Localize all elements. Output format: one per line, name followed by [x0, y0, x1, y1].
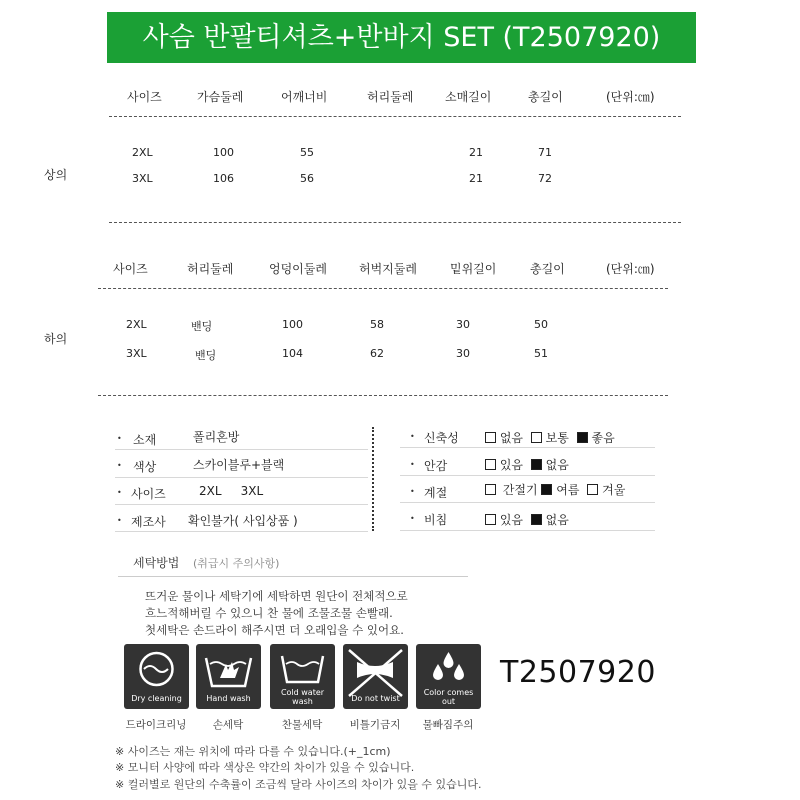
row-divider	[400, 530, 655, 531]
top-cell: 71	[538, 146, 552, 159]
icon-caption: Do not twist	[351, 694, 400, 703]
info-label-season: 계절	[424, 486, 448, 500]
icon-label: 비틀기금지	[349, 719, 401, 731]
top-cell: 72	[538, 172, 552, 185]
icon-caption: Cold water wash	[280, 688, 325, 706]
top-cell: 2XL	[132, 146, 153, 159]
bullet-icon: •	[117, 516, 122, 525]
page-title: 사슴 반팔티셔츠+반바지 SET (T2507920)	[142, 22, 661, 53]
top-cell: 55	[300, 146, 314, 159]
info-label-lining: 안감	[424, 459, 448, 473]
info-label-size: 사이즈	[131, 487, 166, 501]
bullet-icon: •	[410, 514, 415, 523]
do-not-twist-icon	[343, 644, 408, 709]
info-value-material: 폴리혼방	[193, 430, 240, 444]
sheer-options	[485, 511, 569, 528]
top-header-chest: 가슴둘레	[197, 90, 244, 104]
bullet-icon: •	[117, 434, 122, 443]
top-header-shoulder: 어깨너비	[281, 90, 328, 104]
bottom-header-thigh: 허벅지둘레	[359, 262, 417, 276]
info-label-sheer: 비침	[424, 513, 448, 527]
footnote: ※ 컬러별로 원단의 수축률이 조금씩 달라 사이즈의 차이가 있을 수 있습니다.	[115, 778, 482, 791]
bottom-header-unit: (단위:㎝)	[606, 262, 655, 276]
option-label: 있음	[499, 458, 524, 472]
option-label: 보통	[545, 431, 569, 445]
bullet-icon: •	[410, 432, 415, 441]
washing-note: 첫세탁은 손드라이 해주시면 더 오래입을 수 있어요.	[145, 623, 404, 637]
cold-water-wash-icon	[270, 644, 335, 709]
checkbox[interactable]	[485, 432, 496, 443]
top-cell: 100	[213, 146, 234, 159]
icon-label: 드라이크리닝	[125, 719, 187, 731]
icon-caption: Dry cleaning	[131, 694, 182, 703]
bullet-icon: •	[117, 461, 122, 470]
checkbox-checked[interactable]	[541, 484, 552, 495]
row-divider	[115, 477, 368, 478]
washing-note: 뜨거운 물이나 세탁기에 세탁하면 원단이 전체적으로	[145, 589, 408, 603]
row-divider	[400, 475, 655, 476]
top-header-unit: (단위:㎝)	[606, 90, 655, 104]
bullet-icon: •	[410, 460, 415, 469]
icon-label: 손세탁	[212, 719, 244, 731]
option-label: 겨울	[602, 483, 626, 497]
stretch-options	[485, 429, 615, 446]
checkbox-checked[interactable]	[531, 514, 542, 525]
option-label: 좋음	[591, 431, 615, 445]
top-cell: 21	[469, 146, 483, 159]
row-divider	[115, 531, 368, 532]
option-label: 여름	[556, 483, 580, 497]
top-header-length: 총길이	[528, 90, 563, 104]
color-comes-out-icon	[416, 644, 481, 709]
product-code: T2507920	[500, 655, 656, 690]
icon-caption: Hand wash	[206, 694, 251, 703]
bottom-header-rise: 밑위길이	[450, 262, 497, 276]
checkbox[interactable]	[485, 459, 496, 470]
bottom-cell: 62	[370, 347, 384, 360]
option-label: 있음	[499, 513, 524, 527]
info-value-color: 스카이블루+블랙	[193, 458, 285, 472]
checkbox[interactable]	[587, 484, 598, 495]
bottom-cell: 100	[282, 318, 303, 331]
option-label: 없음	[545, 513, 569, 527]
bottom-header-hip: 엉덩이둘레	[269, 262, 327, 276]
row-divider	[115, 449, 368, 450]
top-side-label: 상의	[44, 168, 68, 182]
info-label-maker: 제조사	[131, 515, 166, 529]
info-label-stretch: 신축성	[424, 431, 459, 445]
divider	[109, 116, 681, 117]
bottom-cell: 2XL	[126, 318, 147, 331]
checkbox[interactable]	[485, 514, 496, 525]
top-header-size: 사이즈	[127, 90, 162, 104]
bottom-cell: 3XL	[126, 347, 147, 360]
top-cell: 56	[300, 172, 314, 185]
top-cell: 21	[469, 172, 483, 185]
bottom-cell: 104	[282, 347, 303, 360]
bullet-icon: •	[117, 488, 122, 497]
footnote: ※ 모니터 사양에 따라 색상은 약간의 차이가 있을 수 있습니다.	[115, 761, 415, 774]
checkbox-checked[interactable]	[577, 432, 588, 443]
icon-label: 물빠짐주의	[422, 719, 474, 731]
row-divider	[400, 502, 655, 503]
info-value-maker: 확인불가( 사입상품 )	[188, 514, 298, 528]
bullet-icon: •	[410, 487, 415, 496]
top-header-waist: 허리둘레	[367, 90, 414, 104]
top-cell: 3XL	[132, 172, 153, 185]
checkbox[interactable]	[485, 484, 496, 495]
option-label: 없음	[499, 431, 524, 445]
season-options	[485, 481, 625, 498]
washing-title: 세탁방법	[133, 556, 180, 570]
icon-label: 찬물세탁	[281, 719, 323, 731]
divider	[98, 288, 668, 289]
bottom-cell: 58	[370, 318, 384, 331]
top-header-sleeve: 소매길이	[445, 90, 492, 104]
bottom-cell: 30	[456, 347, 470, 360]
bottom-header-size: 사이즈	[113, 262, 148, 276]
row-divider	[400, 447, 655, 448]
bottom-cell: 50	[534, 318, 548, 331]
bottom-side-label: 하의	[44, 332, 68, 346]
option-label: 간절기	[502, 483, 538, 497]
bottom-cell: 밴딩	[195, 349, 217, 362]
top-cell: 106	[213, 172, 234, 185]
checkbox[interactable]	[531, 432, 542, 443]
dry-cleaning-icon	[124, 644, 189, 709]
bottom-cell: 51	[534, 347, 548, 360]
option-label: 없음	[545, 458, 569, 472]
title-banner	[107, 12, 696, 63]
divider	[118, 576, 468, 577]
footnote: ※ 사이즈는 재는 위치에 따라 다를 수 있습니다.(+_1cm)	[115, 745, 391, 758]
icon-caption: Color comes out	[423, 688, 474, 706]
checkbox-checked[interactable]	[531, 459, 542, 470]
bottom-header-waist: 허리둘레	[187, 262, 234, 276]
divider	[98, 395, 668, 396]
bottom-cell: 밴딩	[191, 320, 213, 333]
column-separator	[372, 427, 374, 531]
bottom-cell: 30	[456, 318, 470, 331]
bottom-header-length: 총길이	[530, 262, 565, 276]
washing-note: 흐느적해버릴 수 있으니 찬 물에 조물조물 손빨래.	[145, 606, 393, 620]
lining-options	[485, 456, 569, 473]
washing-subtitle: (취급시 주의사항)	[193, 557, 280, 570]
info-label-color: 색상	[133, 460, 157, 474]
info-value-size: 2XL 3XL	[199, 484, 264, 498]
row-divider	[115, 504, 368, 505]
info-label-material: 소재	[133, 433, 157, 447]
divider	[109, 222, 681, 223]
hand-wash-icon	[196, 644, 261, 709]
